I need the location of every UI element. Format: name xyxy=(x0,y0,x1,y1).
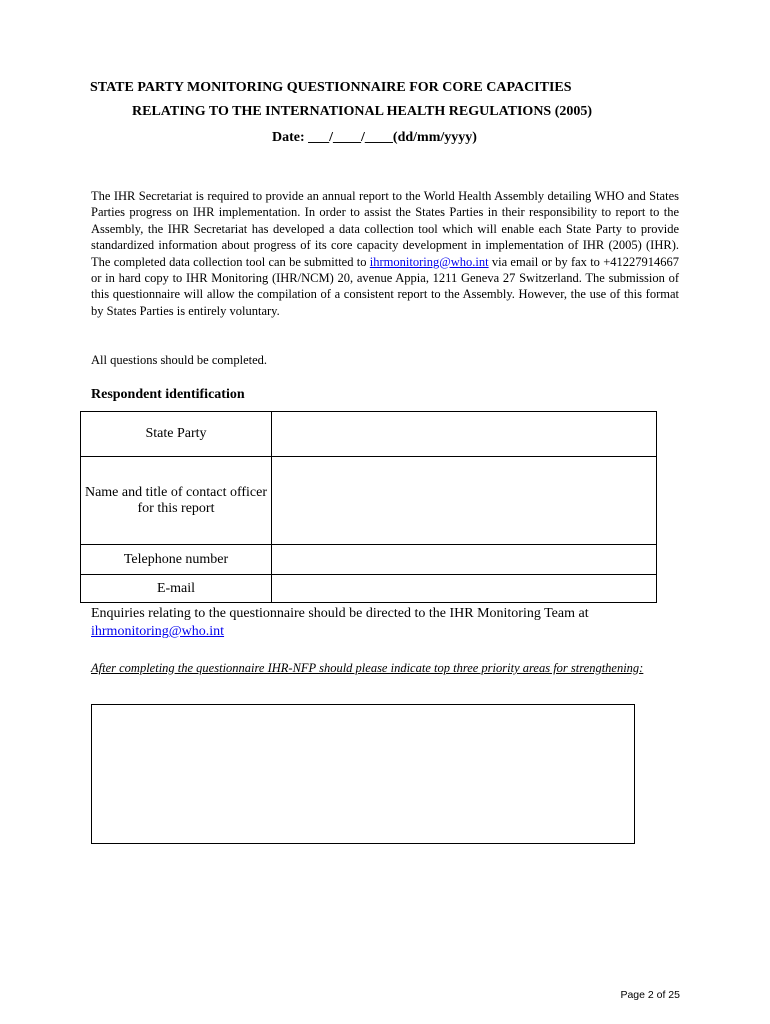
contact-officer-label: Name and title of contact officer for this report xyxy=(81,457,272,545)
enquiry-email-link[interactable]: ihrmonitoring@who.int xyxy=(91,624,225,639)
date-line: Date: ___/____/____(dd/mm/yyyy) xyxy=(272,130,477,145)
intro-email-link[interactable]: ihrmonitoring@who.int xyxy=(369,254,489,269)
table-row xyxy=(81,457,657,545)
respondent-table xyxy=(80,411,657,603)
intro-text-before-email: The IHR Secretariat is required to provide an annual report to the World Health Assembly detailing WHO and States Parties progress on IHR implementation. In order to assist the States Parties in their responsibility to report to the Assembly, the IHR Secretariat has developed a data collection tool which will enable each State Party to provide standardized information about progress of its core capacity development in implementation of IHR (2005) (IHR). The completed data collection tool can be submitted to xyxy=(91,189,679,269)
table-row xyxy=(81,575,657,603)
intro-text-after-email: via email or by fax to +41227914667 or in hard copy to IHR Monitoring (IHR/NCM) 20, avenue Appia, 1211 Geneva 27 Switzerland. The submission of this questionnaire will allow the compilation of a consistent report to the Assembly. However, the use of this format by States Parties is entirely voluntary. xyxy=(91,254,680,318)
title-line-1: STATE PARTY MONITORING QUESTIONNAIRE FOR CORE CAPACITIES xyxy=(90,80,572,95)
table-row xyxy=(81,545,657,575)
all-questions-note: All questions should be completed. xyxy=(91,353,268,367)
email-label: E-mail xyxy=(81,575,272,603)
telephone-field[interactable] xyxy=(272,545,657,575)
respondent-heading: Respondent identification xyxy=(91,387,245,402)
priority-areas-box[interactable] xyxy=(91,704,635,844)
state-party-field[interactable] xyxy=(272,412,657,457)
intro-paragraph xyxy=(91,188,679,319)
priority-instructions: After completing the questionnaire IHR-NFP should please indicate top three priority areas for strengthening: xyxy=(91,661,644,675)
page-number: Page 2 of 25 xyxy=(620,989,680,1001)
telephone-label: Telephone number xyxy=(81,545,272,575)
table-row xyxy=(81,412,657,457)
state-party-label: State Party xyxy=(81,412,272,457)
enquiry-text: Enquiries relating to the questionnaire should be directed to the IHR Monitoring Team at xyxy=(91,606,589,621)
contact-officer-field[interactable] xyxy=(272,457,657,545)
email-field[interactable] xyxy=(272,575,657,603)
title-line-2: RELATING TO THE INTERNATIONAL HEALTH REGULATIONS (2005) xyxy=(132,104,593,119)
enquiry-note xyxy=(91,605,691,641)
